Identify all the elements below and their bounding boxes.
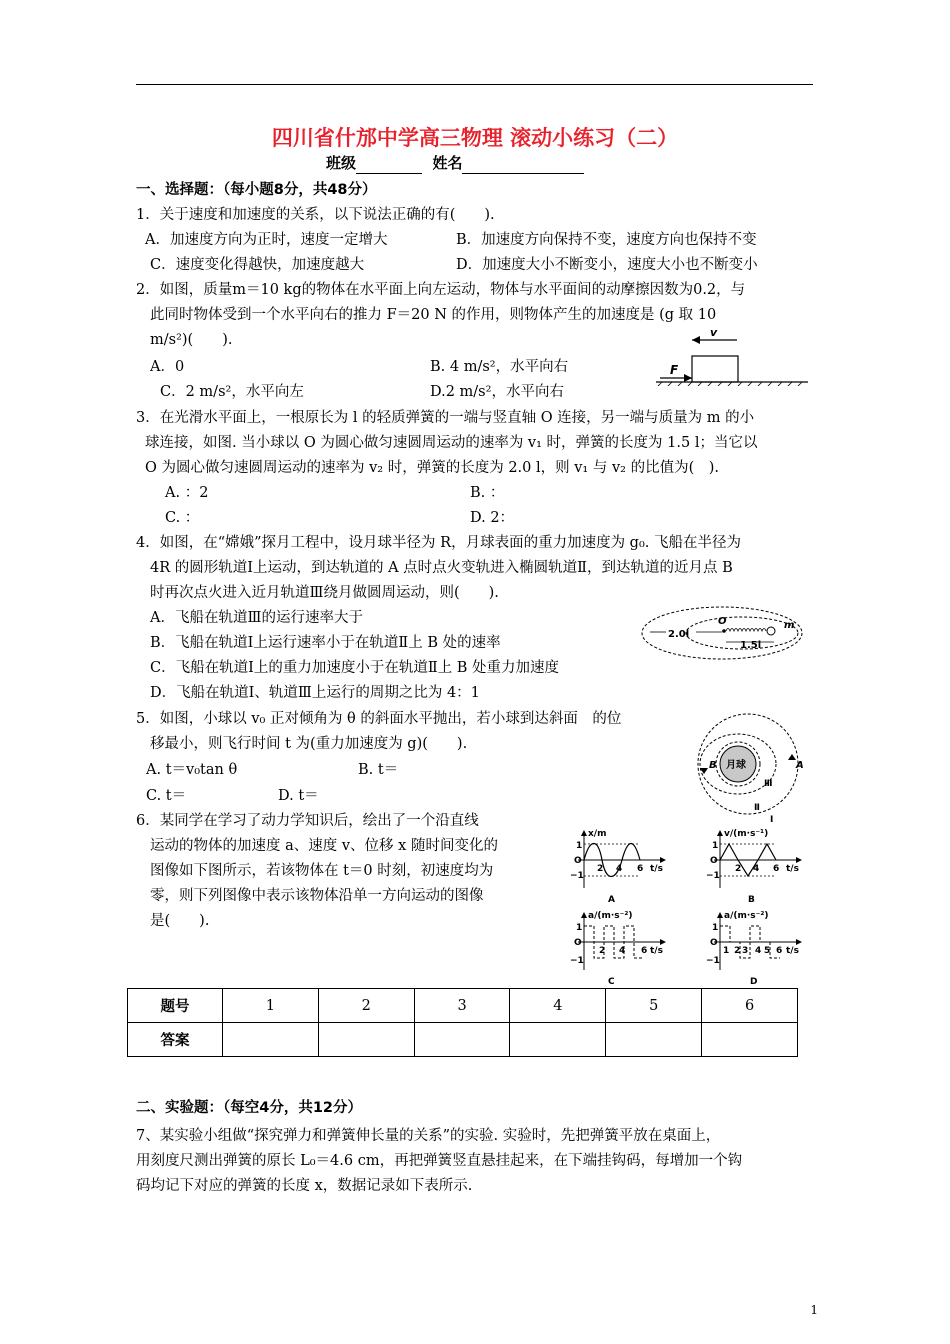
q3-fig-15l: 1.5l [740,640,762,651]
graph-c-ylabel: a/(m·s⁻²) [588,911,633,921]
name-blank[interactable] [462,157,584,174]
q7-line3: 码均记下对应的弹簧的长度 x，数据记录如下表所示. [136,1178,473,1194]
table-number-1: 1 [223,989,319,1023]
graph-d-origin: O [710,938,718,948]
q6-line3: 图像如下图所示，若该物体在 t＝0 时刻，初速度均为 [150,863,494,879]
answer-cell-4[interactable] [510,1023,606,1057]
q4-option-b: B．飞船在轨道Ⅰ上运行速率小于在轨道Ⅱ上 B 处的速率 [150,635,501,651]
q3-option-d: D. 2： [470,510,515,526]
graph-d-tick-4: 4 [755,946,762,956]
q6-line2: 运动的物体的加速度 a、速度 v、位移 x 随时间变化的 [150,838,498,854]
q6-graph-b [700,826,810,906]
q4-fig-moon: 月球 [726,760,746,771]
q3-spring-figure [638,604,806,662]
answer-table [127,988,798,1057]
q6-graph-c [564,908,674,988]
q4-fig-III: Ⅲ [764,779,773,789]
graph-d-tick-1: 1 [723,946,730,956]
graph-a-tick-6: 6 [637,864,644,874]
graph-b-tick-2: 2 [735,864,742,874]
graph-a-t-axis: t/s [650,864,663,874]
graph-c-yneg: −1 [570,956,584,966]
graph-b-ypos: 1 [712,841,719,851]
q6-line5: 是( ). [150,913,210,929]
answer-cell-5[interactable] [606,1023,702,1057]
table-row2-label: 答案 [128,1023,223,1057]
table-row1-label: 题号 [128,989,223,1023]
answer-table-answer-row [128,1023,798,1057]
table-number-6: 6 [702,989,798,1023]
q6-line4: 零，则下列图像中表示该物体沿单一方向运动的图像 [150,888,484,904]
answer-table-number-row [128,989,798,1023]
q5-option-d: D. t＝ [278,788,319,804]
q4-fig-II: Ⅱ [754,803,760,813]
graph-a-tick-2: 2 [597,864,604,874]
class-name-line [326,152,584,174]
graph-c-ypos: 1 [576,923,583,933]
answer-cell-2[interactable] [318,1023,414,1057]
q3-fig-20l: 2.0l [668,629,690,640]
q4-fig-I: Ⅰ [770,815,774,824]
q2-option-c: C．2 m/s²，水平向左 [160,384,304,400]
graph-b-tick-4: 4 [753,864,760,874]
q2-fig-v: v [710,326,718,339]
q5-line2: 移最小，则飞行时间 t 为(重力加速度为 g)( ). [150,736,468,752]
graph-a-label: A [608,895,615,905]
answer-cell-6[interactable] [702,1023,798,1057]
graph-a-ylabel: x/m [588,829,607,839]
page-title: 四川省什邡中学高三物理 滚动小练习（二） [271,126,679,150]
graph-a-origin: O [574,856,582,866]
graph-d-ylabel: a/(m·s⁻²) [724,911,769,921]
q1-option-c: C．速度变化得越快，加速度越大 [150,257,365,273]
q4-line1: 4．如图，在“嫦娥”探月工程中，设月球半径为 R，月球表面的重力加速度为 g₀. 飞船在半径为 [136,535,741,551]
section1-heading: 一、选择题：（每小题8分，共48分） [136,182,377,198]
table-number-3: 3 [414,989,510,1023]
q4-moon-orbit-figure [688,712,808,824]
graph-a-tick-4: 4 [616,864,623,874]
table-number-2: 2 [318,989,414,1023]
q3-option-c: C. ： [165,510,200,526]
q2-option-b: B. 4 m/s²，水平向右 [430,359,569,375]
graph-b-ylabel: v/(m·s⁻¹) [724,829,769,839]
q1-stem: 1．关于速度和加速度的关系，以下说法正确的有( ). [136,207,495,223]
q1-option-b: B．加速度方向保持不变，速度方向也保持不变 [456,232,757,248]
q2-line2: 此同时物体受到一个水平向右的推力 F＝20 N 的作用，则物体产生的加速度是 (g 取 10 [150,307,717,323]
graph-d-tick-3: 3 [742,946,749,956]
q1-option-a: A．加速度方向为正时，速度一定增大 [145,232,388,248]
q2-option-a: A．0 [150,359,185,375]
q6-graph-a [564,826,674,906]
graph-c-tick-6: 6 [641,946,648,956]
table-number-4: 4 [510,989,606,1023]
q4-option-c: C．飞船在轨道Ⅰ上的重力加速度小于在轨道Ⅱ上 B 处重力加速度 [150,660,560,676]
q3-fig-m: m [784,620,795,631]
q5-option-a: A. t＝v₀tan θ [146,762,238,778]
q2-line3: m/s²)( ). [150,332,233,348]
q3-line1: 3．在光滑水平面上，一根原长为 l 的轻质弹簧的一端与竖直轴 O 连接，另一端与质量为 m 的小 [136,410,755,426]
q3-line2: 球连接，如图. 当小球以 O 为圆心做匀速圆周运动的速率为 v₁ 时，弹簧的长度为 1.5 l；当它以 [145,435,758,451]
graph-b-tick-6: 6 [773,864,780,874]
graph-d-label: D [750,977,758,987]
top-rule [136,84,813,85]
q1-option-d: D．加速度大小不断变小，速度大小也不断变小 [456,257,758,273]
class-label: 班级 [326,154,357,172]
graph-d-tick-6: 6 [776,946,783,956]
q3-option-a: A. ：2 [165,485,209,501]
answer-cell-3[interactable] [414,1023,510,1057]
name-label: 姓名 [432,154,463,172]
answer-cell-1[interactable] [223,1023,319,1057]
graph-c-tick-4: 4 [619,946,626,956]
class-blank[interactable] [356,157,422,174]
q2-block-figure [652,326,812,386]
table-number-5: 5 [606,989,702,1023]
q3-line3: O 为圆心做匀速圆周运动的速率为 v₂ 时，弹簧的长度为 2.0 l，则 v₁ 与 v₂ 的比值为( ). [145,460,720,476]
graph-b-yneg: −1 [706,871,720,881]
q4-option-a: A．飞船在轨道Ⅲ的运行速率大于 [150,610,363,626]
q4-fig-A: A [796,760,804,771]
page-number: 1 [810,1303,818,1317]
graph-d-tick-5: 5 [764,946,771,956]
graph-c-origin: O [574,938,582,948]
graph-c-label: C [608,977,615,987]
q6-graph-d [700,908,810,988]
q2-fig-F: F [670,363,679,377]
graph-b-label: B [748,895,755,905]
graph-a-yneg: −1 [570,871,584,881]
graph-d-ypos: 1 [712,923,719,933]
graph-c-tick-2: 2 [599,946,606,956]
q7-line2: 用刻度尺测出弹簧的原长 L₀＝4.6 cm，再把弹簧竖直悬挂起来，在下端挂钩码，每增加一个钩 [136,1153,743,1169]
q7-line1: 7、某实验小组做“探究弹力和弹簧伸长量的关系”的实验. 实验时，先把弹簧平放在桌面上， [136,1128,721,1144]
q5-option-c: C. t＝ [146,788,187,804]
graph-d-yneg: −1 [706,956,720,966]
q3-option-b: B. ： [470,485,505,501]
graph-d-t-axis: t/s [786,946,799,956]
q3-fig-O: O [718,616,727,627]
graph-c-t-axis: t/s [650,946,663,956]
q4-line2: 4R 的圆形轨道Ⅰ上运动，到达轨道的 A 点时点火变轨进入椭圆轨道Ⅱ，到达轨道的近月点 B [150,560,733,576]
graph-d-tick-2: 2 [734,946,741,956]
q6-line1: 6．某同学在学习了动力学知识后，绘出了一个沿直线 [136,813,479,829]
q2-line1: 2．如图，质量m＝10 kg的物体在水平面上向左运动，物体与水平面间的动摩擦因数为0.2，与 [136,282,746,298]
graph-a-ypos: 1 [576,841,583,851]
graph-b-origin: O [710,856,718,866]
q5-line1: 5．如图，小球以 v₀ 正对倾角为 θ 的斜面水平抛出，若小球到达斜面 的位 [136,711,622,727]
q4-option-d: D．飞船在轨道Ⅰ、轨道Ⅲ上运行的周期之比为 4：1 [150,685,480,701]
section2-heading: 二、实验题：（每空4分，共12分） [136,1100,363,1116]
graph-b-t-axis: t/s [786,864,799,874]
q5-option-b: B. t＝ [358,762,399,778]
q4-fig-B: B [709,760,717,771]
q2-option-d: D.2 m/s²，水平向右 [430,384,564,400]
q4-line3: 时再次点火进入近月轨道Ⅲ绕月做圆周运动，则( ). [150,585,499,601]
